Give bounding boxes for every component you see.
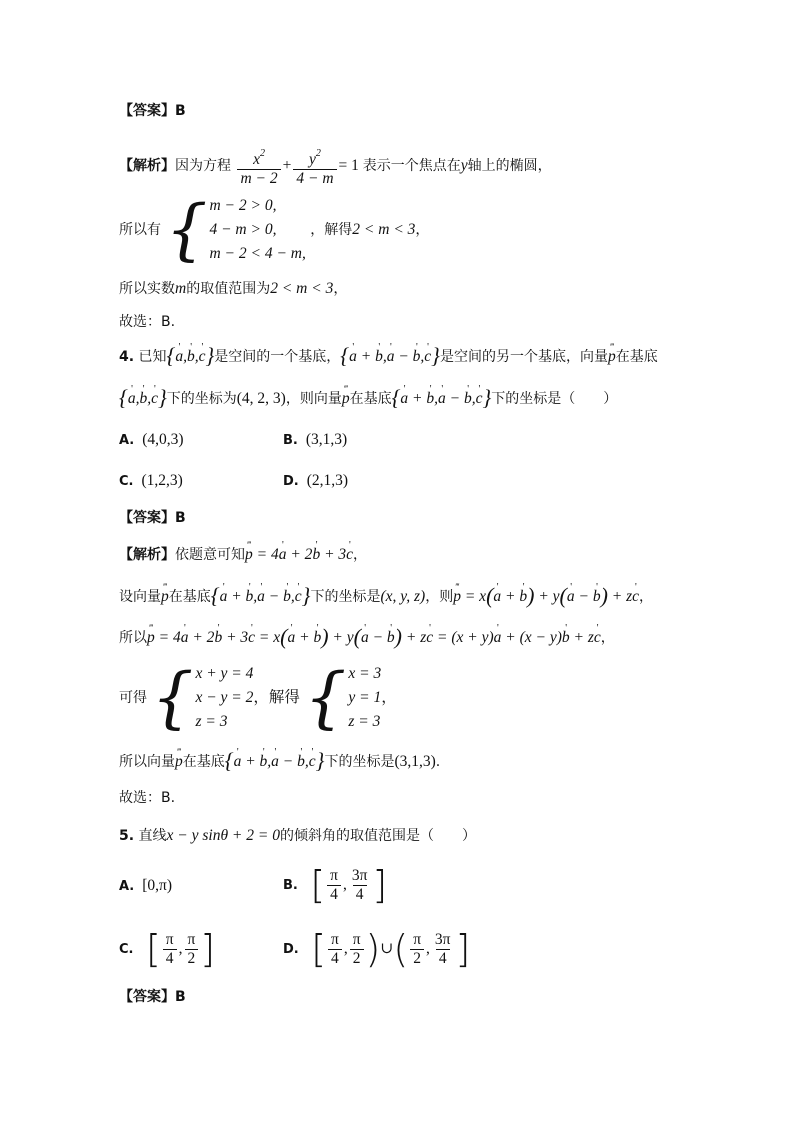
- q4-stem-line1: 4. 已知{' a,' b,' c}是空间的一个基底，{' a + ' b,' a − ' b,' c}是空间的另一个基底，向量‴ p在基底: [119, 346, 658, 367]
- q5-stem: 5. 直线x − y sinθ + 2 = 0的倾斜角的取值范围是（ ）: [119, 827, 476, 844]
- ellipse-equation: $\frac{x^2}{m - 2}$ + $\frac{y^2}{4 - m}$ = 1: [235, 157, 362, 174]
- q5-option-a[interactable]: A. [0,π): [119, 877, 173, 894]
- q3-text: 因为方程: [175, 158, 231, 175]
- q3-text: 表示一个焦点在: [362, 158, 461, 175]
- q4-conclusion: 故选：B.: [119, 790, 176, 806]
- q5-answer: B: [175, 989, 186, 1005]
- q5-option-d[interactable]: D. [ $\frac{\pi}{4}$ , $\frac{\pi}{2}$ ) ∪ ( $\frac{\pi}{2}$ , $\frac{3\pi}{4}$ ]: [283, 927, 471, 971]
- q3-answer: B: [175, 103, 186, 119]
- q4-option-c[interactable]: C. (1,2,3): [119, 472, 183, 489]
- answer-label: 【答案】: [119, 103, 175, 119]
- q3-analysis-line1: [119, 146, 552, 187]
- q4-answer-line: 【答案】B: [119, 510, 186, 526]
- q4-option-b[interactable]: B. (3,1,3): [283, 431, 348, 448]
- q5-number: 5.: [119, 828, 135, 844]
- q3-analysis-line2: 所以有 { m − 2 > 0, 4 − m > 0, m − 2 < 4 − m, ，解得2 < m < 3，: [119, 191, 430, 268]
- q3-text: 所以有: [119, 222, 161, 238]
- q5-option-c[interactable]: C. [ $\frac{\pi}{4}$ , $\frac{\pi}{2}$ ]: [119, 927, 216, 971]
- q3-result: 2 < m < 3: [352, 221, 416, 238]
- q4-analysis-line2: 设向量‴ p在基底{' a + ' b,' a − ' b,' c}下的坐标是(x, y, z)，则‴ p = x(' a + ' b) + y(' a − ' b) + z' c，: [119, 586, 653, 607]
- q4-analysis-line1: 【解析】依题意可知‴ p = 4' a + 2' b + 3' c，: [119, 545, 367, 565]
- q4-option-a[interactable]: A. (4,0,3): [119, 431, 184, 448]
- q4-analysis-line5: 所以向量‴ p在基底{' a + ' b,' a − ' b,' c}下的坐标是(3,1,3).: [119, 751, 440, 772]
- q4-analysis-line4: 可得 { x + y = 4 x − y = 2，解得 z = 3 { x = 3 y = 1， z = 3: [119, 659, 397, 736]
- q4-system-1: { x + y = 4 x − y = 2，解得 z = 3: [151, 659, 300, 736]
- q4-answer: B: [175, 510, 186, 526]
- q4-number: 4.: [119, 349, 135, 365]
- q5-answer-line: 【答案】B: [119, 989, 186, 1005]
- q3-text: 轴上的椭圆，: [467, 158, 552, 175]
- analysis-label: 【解析】: [119, 158, 175, 175]
- q3-analysis-line3: 所以实数m的取值范围为2 < m < 3，: [119, 280, 348, 297]
- q3-text: ，解得: [310, 222, 353, 238]
- q4-analysis-line3: 所以‴ p = 4' a + 2' b + 3' c = x(' a + ' b) + y(' a − ' b) + z' c = (x + y)' a + (x − y)' b + z' c，: [119, 627, 615, 648]
- q3-inequality-system: { m − 2 > 0, 4 − m > 0, m − 2 < 4 − m,: [165, 191, 306, 268]
- q4-system-2: { x = 3 y = 1， z = 3: [304, 659, 397, 736]
- q3-conclusion: 故选：B.: [119, 314, 176, 330]
- q4-stem-line2: {' a,' b,' c}下的坐标为(4, 2, 3)，则向量‴ p在基底{' a + ' b,' a − ' b,' c}下的坐标是（ ）: [119, 388, 617, 409]
- q5-option-b[interactable]: B. [ $\frac{\pi}{4}$ , $\frac{3\pi}{4}$ ]: [283, 863, 388, 907]
- q3-var: y: [460, 157, 468, 175]
- q3-answer-line: [119, 101, 186, 121]
- q4-option-d[interactable]: D. (2,1,3): [283, 472, 349, 489]
